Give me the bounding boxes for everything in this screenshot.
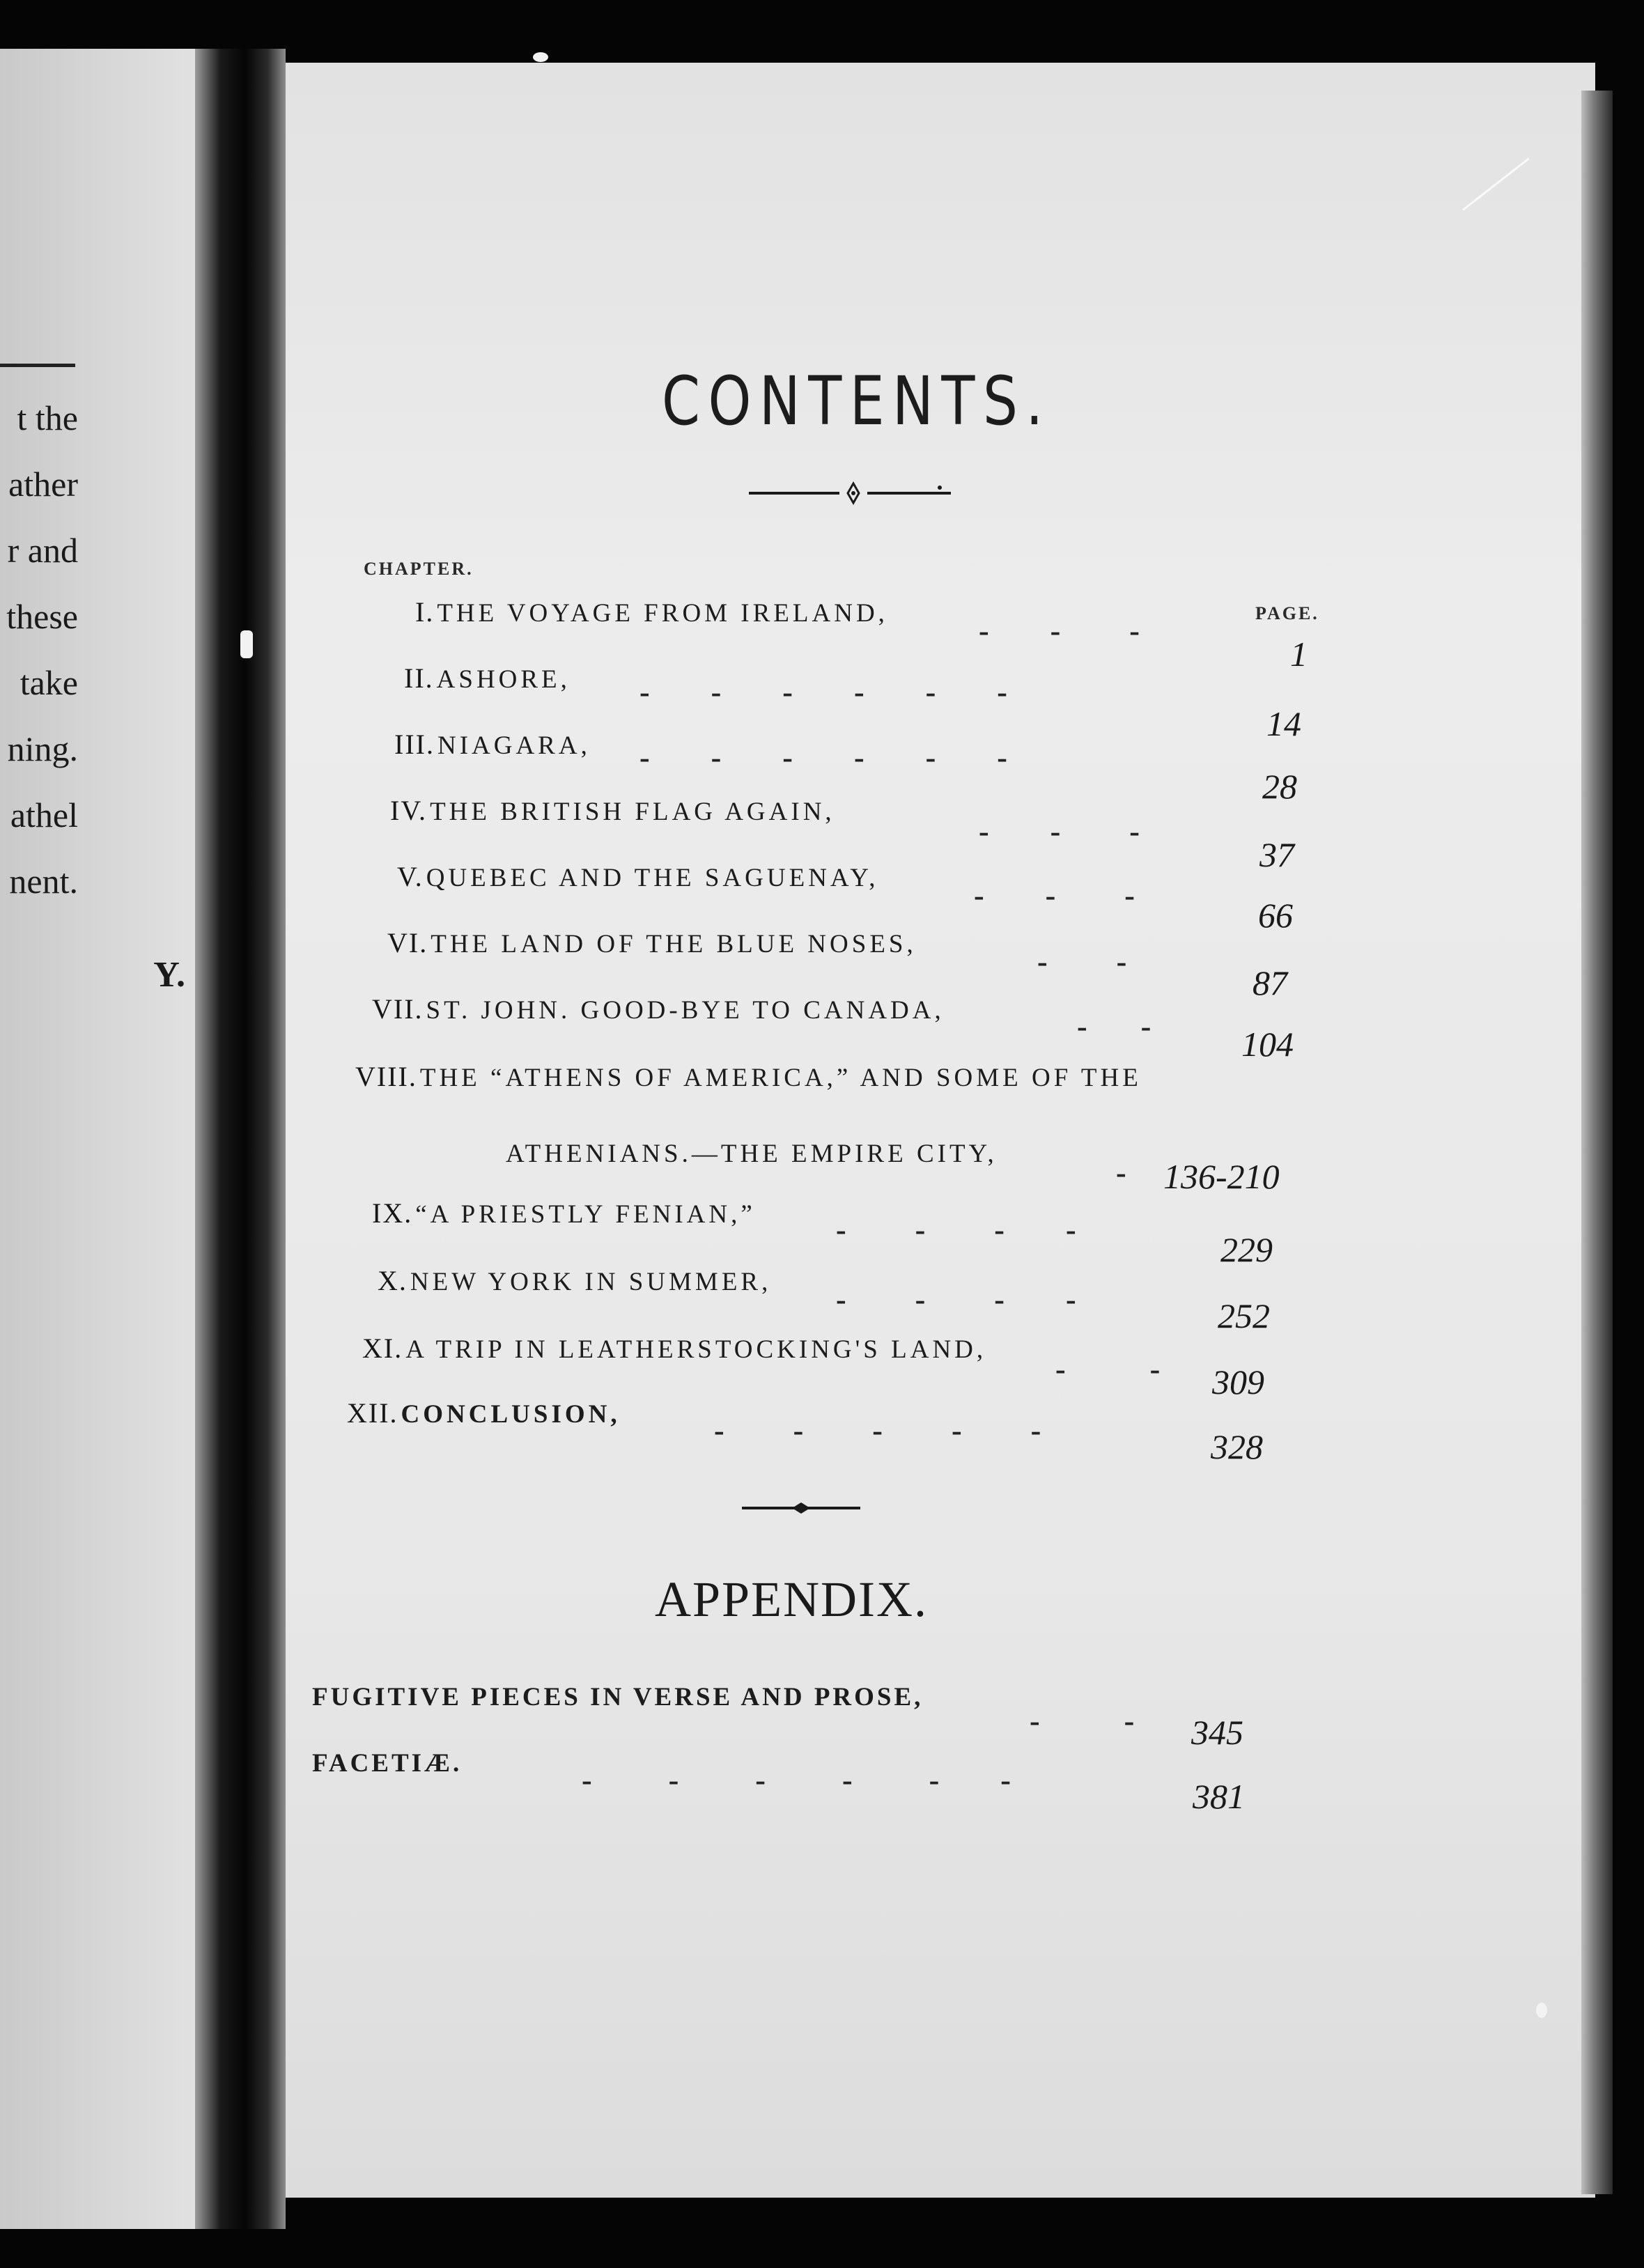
facing-line: nent. — [9, 862, 78, 901]
chapter-number: IX. — [372, 1197, 413, 1229]
facing-page — [0, 49, 195, 2229]
dot-leader: - - - - — [836, 1282, 1076, 1316]
chapter-title: QUEBEC AND THE SAGUENAY, — [426, 864, 879, 892]
chapter-title: NEW YORK IN SUMMER, — [410, 1268, 772, 1296]
dot-leader: - - - — [974, 878, 1135, 912]
chapter-title: THE “ATHENS OF AMERICA,” AND SOME OF THE — [419, 1064, 1142, 1092]
scan-speck — [1536, 2003, 1547, 2018]
chapter-title: CONCLUSION, — [401, 1400, 621, 1429]
page-number: 66 — [1258, 896, 1293, 935]
facing-line: ning. — [7, 729, 78, 768]
toc-entry — [404, 662, 571, 694]
chapter-number: VIII. — [355, 1061, 417, 1092]
toc-entry — [362, 1332, 986, 1365]
toc-entry — [378, 1264, 771, 1297]
toc-entry — [347, 1397, 621, 1429]
page-number: 37 — [1259, 835, 1294, 874]
chapter-number: I. — [415, 596, 435, 628]
dot-leader: - - - - - - — [639, 740, 1007, 775]
dot-leader: - - - — [979, 814, 1140, 848]
page-number: 14 — [1266, 704, 1301, 743]
facing-line: these — [6, 597, 78, 636]
dot-leader: - - - — [979, 614, 1140, 648]
facing-page-signature: Y. — [153, 955, 185, 995]
chapter-title-continued: ATHENIANS.—THE EMPIRE CITY, — [506, 1140, 998, 1168]
chapter-number: IV. — [390, 795, 428, 826]
chapter-title: A TRIP IN LEATHERSTOCKING'S LAND, — [405, 1335, 987, 1364]
page-edge — [1581, 91, 1613, 2194]
page-number: 309 — [1212, 1362, 1264, 1401]
toc-entry — [397, 860, 878, 893]
chapter-title: THE VOYAGE FROM IRELAND, — [437, 599, 888, 628]
toc-entry — [372, 993, 945, 1025]
page-number: 1 — [1290, 635, 1308, 674]
chapter-number: VII. — [372, 993, 424, 1025]
chapter-title: THE BRITISH FLAG AGAIN, — [430, 798, 835, 826]
book-gutter — [195, 49, 286, 2229]
appendix-entry-title: FACETIÆ. — [312, 1749, 463, 1778]
chapter-number: II. — [404, 662, 434, 694]
facing-line: r and — [7, 531, 78, 570]
toc-entry — [394, 728, 591, 761]
page-number: 136-210 — [1163, 1157, 1280, 1196]
dot-leader: - - — [1030, 1704, 1135, 1738]
page-column-label: PAGE. — [1255, 603, 1319, 623]
chapter-column-label: CHAPTER. — [364, 559, 474, 579]
page-number: 252 — [1218, 1296, 1270, 1335]
contents-title: CONTENTS. — [662, 362, 1051, 440]
dot-leader: - - - - - — [714, 1413, 1041, 1447]
toc-entry — [372, 1197, 756, 1229]
page-number: 328 — [1211, 1427, 1263, 1466]
facing-line: take — [20, 663, 78, 702]
chapter-number: XII. — [347, 1397, 398, 1429]
page-number: 345 — [1191, 1713, 1243, 1752]
appendix-entry-title: FUGITIVE PIECES IN VERSE AND PROSE, — [312, 1683, 924, 1711]
chapter-title: ST. JOHN. GOOD-BYE TO CANADA, — [426, 996, 945, 1025]
dot-leader: - - - - - - — [582, 1763, 1011, 1797]
chapter-title: “A PRIESTLY FENIAN,” — [415, 1200, 756, 1229]
facing-page-rule — [0, 364, 75, 367]
chapter-title: ASHORE, — [436, 665, 571, 694]
scan-speck — [533, 52, 548, 62]
toc-entry — [390, 794, 835, 827]
chapter-number: III. — [394, 729, 435, 760]
page-number: 229 — [1220, 1230, 1273, 1269]
separator-ornament — [742, 1498, 860, 1519]
title-ornament — [749, 479, 958, 507]
dot-leader: - - - - - - — [639, 675, 1007, 709]
dot-leader: - - — [1055, 1352, 1161, 1386]
chapter-title: NIAGARA, — [437, 731, 591, 760]
facing-line: athel — [10, 795, 78, 834]
chapter-number: VI. — [387, 927, 428, 958]
chapter-number: X. — [378, 1265, 408, 1296]
chapter-number: XI. — [362, 1333, 403, 1364]
toc-entry — [387, 926, 917, 959]
gutter-mark — [240, 630, 253, 658]
facing-line: ather — [8, 465, 78, 504]
facing-line: t the — [17, 398, 78, 437]
dot-leader: - - - - — [836, 1213, 1076, 1247]
page-number: 87 — [1253, 963, 1287, 1002]
chapter-number: V. — [397, 861, 424, 892]
page-number: 381 — [1193, 1777, 1245, 1816]
toc-entry — [355, 1060, 1142, 1093]
dot-leader: - — [1116, 1156, 1126, 1190]
chapter-title: THE LAND OF THE BLUE NOSES, — [431, 930, 917, 958]
toc-entry — [415, 596, 888, 628]
appendix-title: APPENDIX. — [655, 1571, 929, 1627]
dot-leader: - - — [968, 945, 1127, 979]
page-number: 28 — [1262, 767, 1297, 806]
page-number: 104 — [1241, 1025, 1294, 1064]
dot-leader: - - — [1077, 1009, 1151, 1043]
